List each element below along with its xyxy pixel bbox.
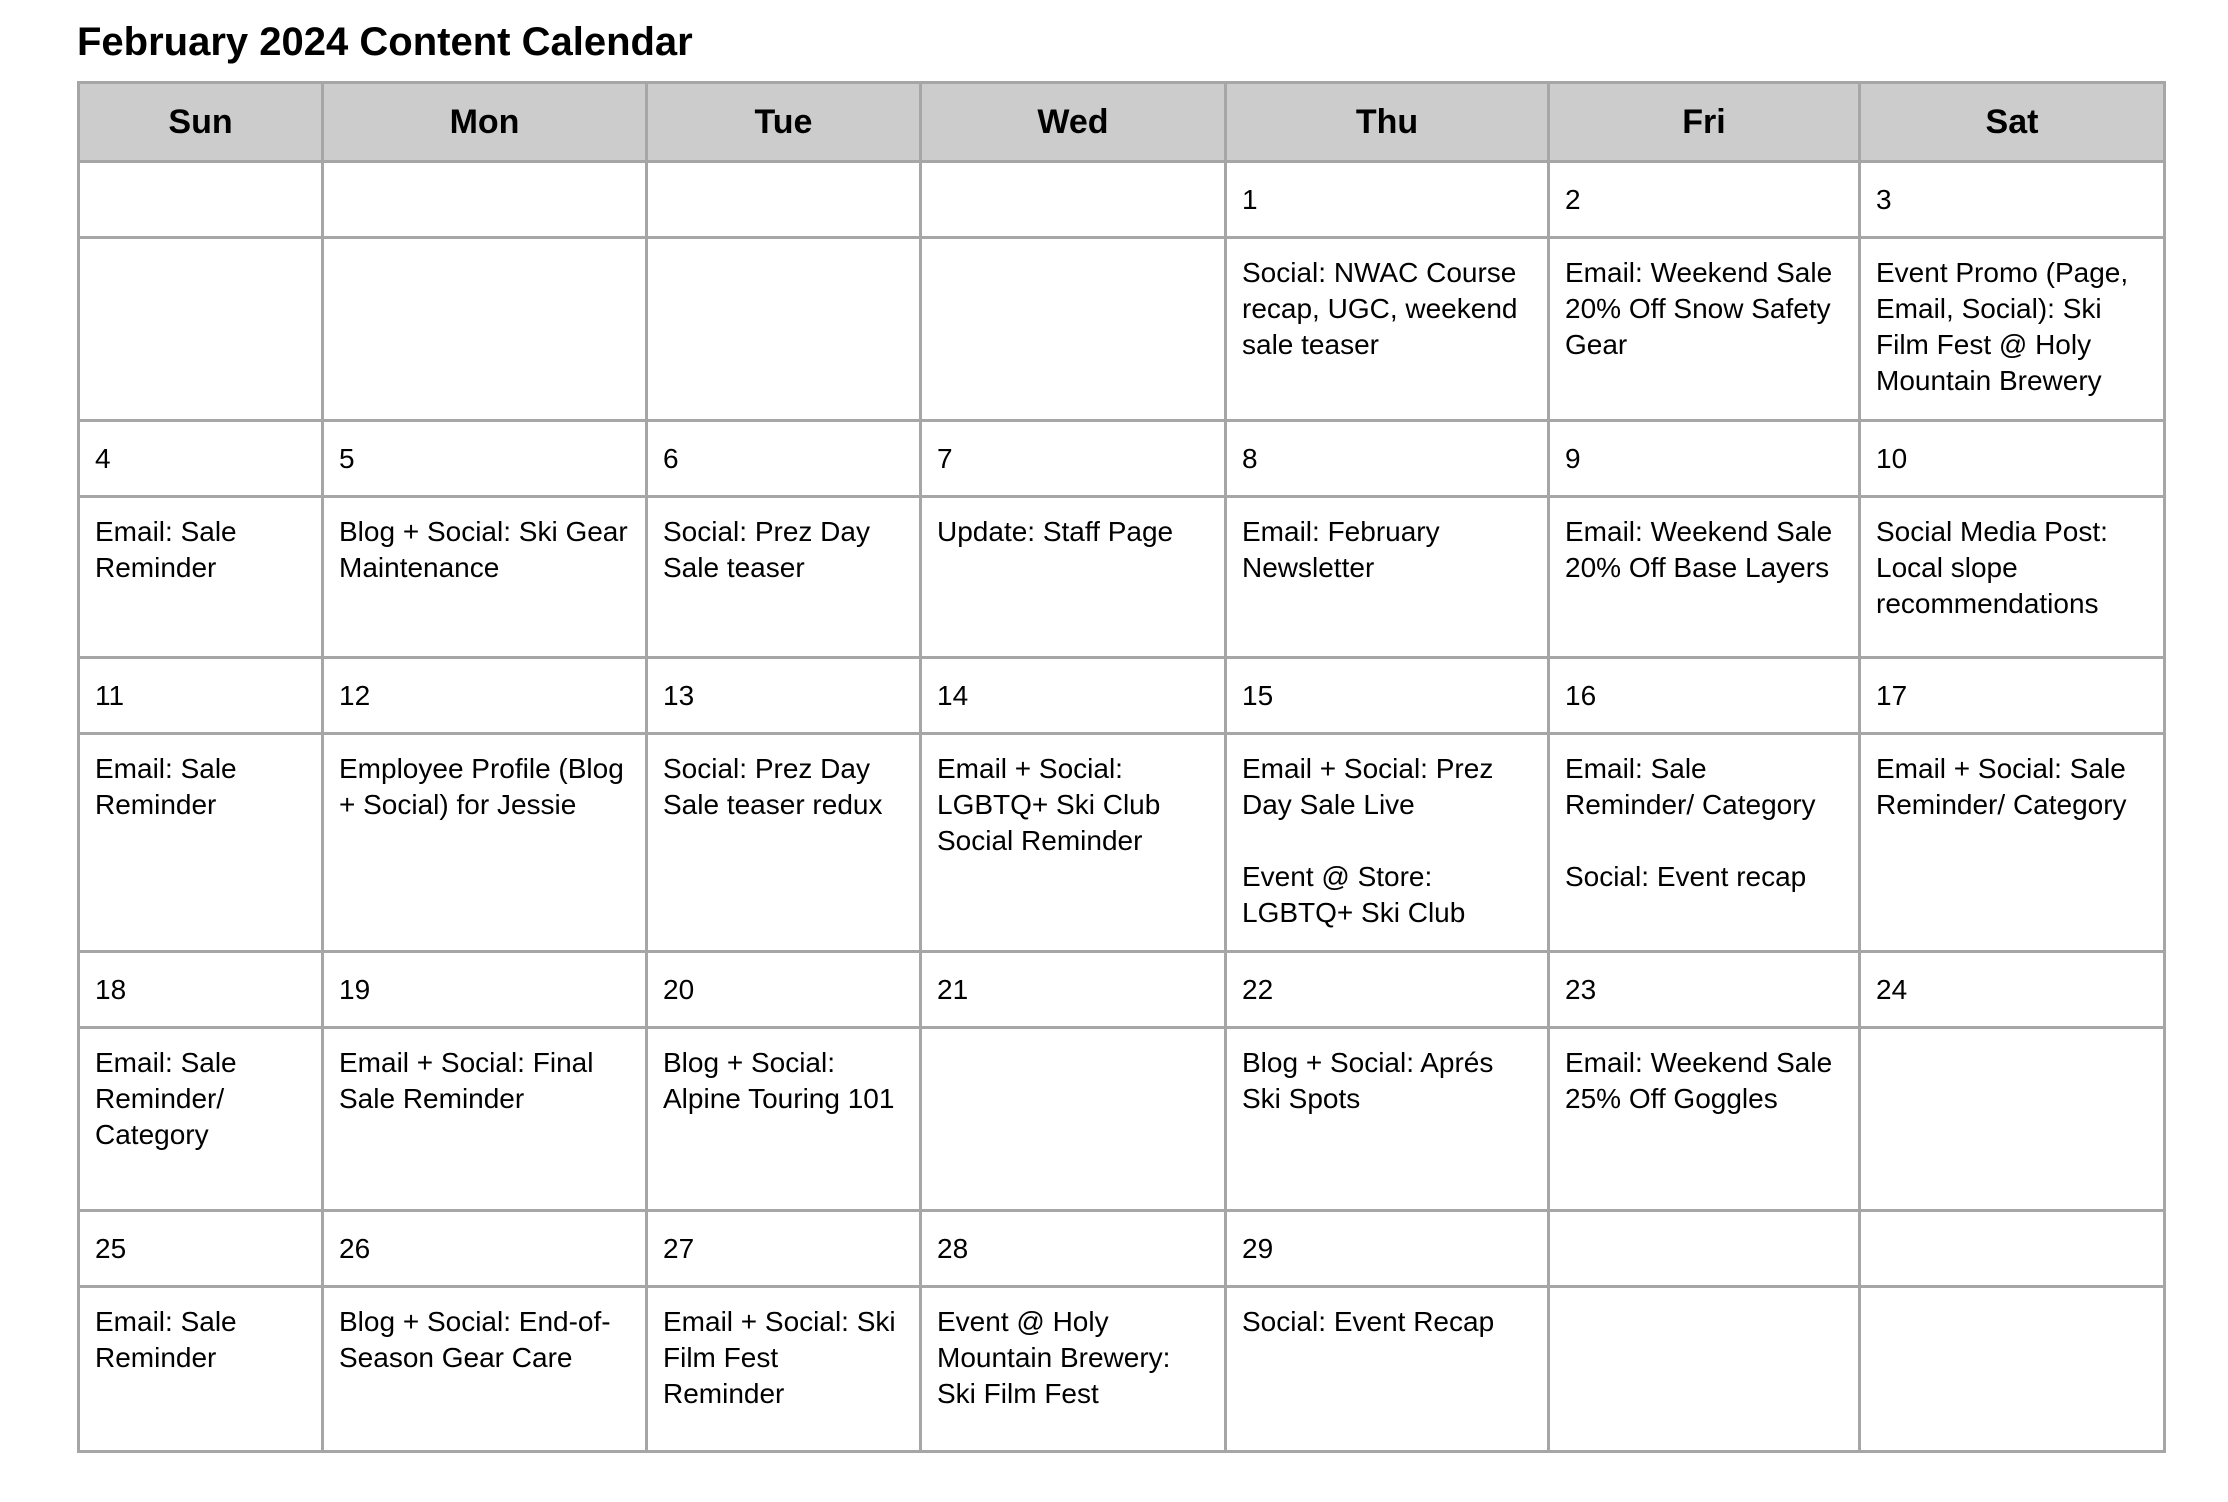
content-cell[interactable]: Blog + Social: Alpine Touring 101 xyxy=(647,1028,921,1211)
weekday-header-row xyxy=(79,83,2165,162)
content-cell[interactable] xyxy=(1860,1287,2165,1452)
date-cell[interactable]: 3 xyxy=(1860,162,2165,238)
content-cell[interactable]: Blog + Social: Aprés Ski Spots xyxy=(1226,1028,1549,1211)
date-cell[interactable]: 22 xyxy=(1226,952,1549,1028)
date-cell[interactable] xyxy=(1860,1211,2165,1287)
page-title: February 2024 Content Calendar xyxy=(77,20,693,64)
content-cell[interactable]: Social: Prez Day Sale teaser redux xyxy=(647,734,921,952)
content-cell[interactable]: Email: February Newsletter xyxy=(1226,497,1549,658)
date-cell[interactable]: 24 xyxy=(1860,952,2165,1028)
content-cell[interactable]: Blog + Social: Ski Gear Maintenance xyxy=(323,497,647,658)
content-row xyxy=(79,1028,2165,1211)
date-row xyxy=(79,421,2165,497)
weekday-header-wed: Wed xyxy=(921,83,1226,162)
date-cell[interactable]: 9 xyxy=(1549,421,1860,497)
date-cell[interactable]: 26 xyxy=(323,1211,647,1287)
date-cell[interactable]: 1 xyxy=(1226,162,1549,238)
date-cell[interactable]: 5 xyxy=(323,421,647,497)
content-cell[interactable] xyxy=(647,238,921,421)
weekday-header-mon: Mon xyxy=(323,83,647,162)
content-cell[interactable] xyxy=(323,238,647,421)
date-cell[interactable]: 6 xyxy=(647,421,921,497)
weekday-header-sat: Sat xyxy=(1860,83,2165,162)
date-row xyxy=(79,952,2165,1028)
content-cell[interactable]: Email + Social: Sale Reminder/ Category xyxy=(1860,734,2165,952)
date-cell[interactable]: 14 xyxy=(921,658,1226,734)
date-cell[interactable]: 2 xyxy=(1549,162,1860,238)
content-cell[interactable]: Employee Profile (Blog + Social) for Jessie xyxy=(323,734,647,952)
content-cell[interactable] xyxy=(921,238,1226,421)
content-cell[interactable]: Email + Social: Prez Day Sale Live Event @ Store: LGBTQ+ Ski Club xyxy=(1226,734,1549,952)
content-cell[interactable]: Social: Event Recap xyxy=(1226,1287,1549,1452)
date-cell[interactable]: 25 xyxy=(79,1211,323,1287)
date-cell[interactable]: 17 xyxy=(1860,658,2165,734)
date-cell[interactable]: 4 xyxy=(79,421,323,497)
content-row xyxy=(79,497,2165,658)
content-cell[interactable] xyxy=(1549,1287,1860,1452)
content-cell[interactable] xyxy=(921,1028,1226,1211)
date-cell[interactable] xyxy=(323,162,647,238)
content-cell[interactable]: Email: Sale Reminder/ Category Social: Event recap xyxy=(1549,734,1860,952)
date-cell[interactable]: 18 xyxy=(79,952,323,1028)
date-cell[interactable]: 8 xyxy=(1226,421,1549,497)
content-cell[interactable]: Update: Staff Page xyxy=(921,497,1226,658)
date-cell[interactable]: 16 xyxy=(1549,658,1860,734)
content-cell[interactable]: Email: Sale Reminder xyxy=(79,497,323,658)
date-cell[interactable]: 19 xyxy=(323,952,647,1028)
weekday-header-sun: Sun xyxy=(79,83,323,162)
content-cell[interactable] xyxy=(1860,1028,2165,1211)
date-cell[interactable]: 28 xyxy=(921,1211,1226,1287)
content-row xyxy=(79,1287,2165,1452)
date-cell[interactable] xyxy=(921,162,1226,238)
content-cell[interactable]: Blog + Social: End-of-Season Gear Care xyxy=(323,1287,647,1452)
content-cell[interactable]: Email: Sale Reminder/ Category xyxy=(79,1028,323,1211)
date-cell[interactable]: 7 xyxy=(921,421,1226,497)
content-cell[interactable]: Email: Weekend Sale 25% Off Goggles xyxy=(1549,1028,1860,1211)
date-cell[interactable]: 10 xyxy=(1860,421,2165,497)
date-cell[interactable] xyxy=(79,162,323,238)
date-cell[interactable]: 20 xyxy=(647,952,921,1028)
content-cell[interactable]: Event Promo (Page, Email, Social): Ski Film Fest @ Holy Mountain Brewery xyxy=(1860,238,2165,421)
date-cell[interactable]: 29 xyxy=(1226,1211,1549,1287)
date-row xyxy=(79,658,2165,734)
date-cell[interactable]: 13 xyxy=(647,658,921,734)
date-cell[interactable] xyxy=(647,162,921,238)
calendar-table xyxy=(77,81,2166,1453)
weekday-header-thu: Thu xyxy=(1226,83,1549,162)
content-cell[interactable]: Social: Prez Day Sale teaser xyxy=(647,497,921,658)
date-row xyxy=(79,1211,2165,1287)
content-cell[interactable] xyxy=(79,238,323,421)
date-cell[interactable]: 12 xyxy=(323,658,647,734)
weekday-header-tue: Tue xyxy=(647,83,921,162)
date-row xyxy=(79,162,2165,238)
content-cell[interactable]: Email + Social: LGBTQ+ Ski Club Social Reminder xyxy=(921,734,1226,952)
date-cell[interactable]: 11 xyxy=(79,658,323,734)
content-cell[interactable]: Email: Sale Reminder xyxy=(79,734,323,952)
content-cell[interactable]: Email: Sale Reminder xyxy=(79,1287,323,1452)
date-cell[interactable]: 27 xyxy=(647,1211,921,1287)
content-cell[interactable]: Event @ Holy Mountain Brewery: Ski Film Fest xyxy=(921,1287,1226,1452)
content-cell[interactable]: Email + Social: Final Sale Reminder xyxy=(323,1028,647,1211)
date-cell[interactable]: 15 xyxy=(1226,658,1549,734)
content-cell[interactable]: Email: Weekend Sale 20% Off Snow Safety Gear xyxy=(1549,238,1860,421)
content-cell[interactable]: Email: Weekend Sale 20% Off Base Layers xyxy=(1549,497,1860,658)
content-row xyxy=(79,734,2165,952)
date-cell[interactable] xyxy=(1549,1211,1860,1287)
date-cell[interactable]: 21 xyxy=(921,952,1226,1028)
content-cell[interactable]: Social: NWAC Course recap, UGC, weekend sale teaser xyxy=(1226,238,1549,421)
date-cell[interactable]: 23 xyxy=(1549,952,1860,1028)
content-cell[interactable]: Social Media Post: Local slope recommendations xyxy=(1860,497,2165,658)
content-cell[interactable]: Email + Social: Ski Film Fest Reminder xyxy=(647,1287,921,1452)
content-row xyxy=(79,238,2165,421)
weekday-header-fri: Fri xyxy=(1549,83,1860,162)
